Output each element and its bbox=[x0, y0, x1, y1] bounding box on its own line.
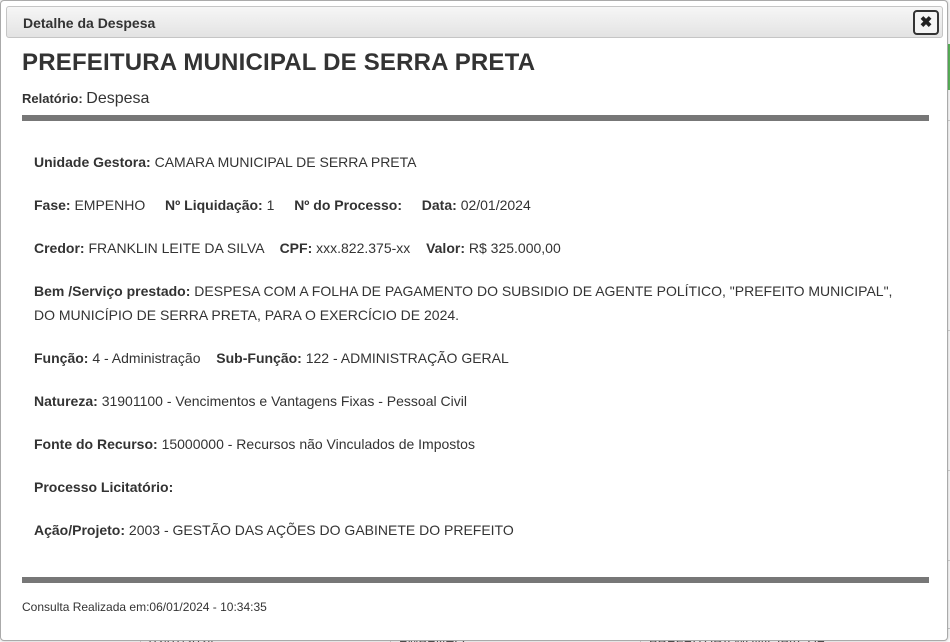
detail-processo-licitatorio bbox=[34, 475, 917, 499]
detail-natureza bbox=[34, 389, 917, 413]
funcao-label: Função: bbox=[34, 350, 89, 366]
liquidacao-label: Nº Liquidação: bbox=[165, 197, 263, 213]
data-label: Data: bbox=[421, 197, 457, 213]
fonte-recurso-value: 15000000 - Recursos não Vinculados de Impostos bbox=[161, 436, 475, 452]
unidade-gestora-value: CAMARA MUNICIPAL DE SERRA PRETA bbox=[154, 154, 417, 170]
acao-projeto-label: Ação/Projeto: bbox=[34, 522, 126, 538]
credor-label: Credor: bbox=[34, 240, 85, 256]
bem-servico-label: Bem /Serviço prestado: bbox=[34, 283, 191, 299]
org-name: PREFEITURA MUNICIPAL DE SERRA PRETA bbox=[22, 49, 536, 76]
processo-label: Nº do Processo: bbox=[294, 197, 402, 213]
detail-funcao-row bbox=[34, 346, 917, 370]
cpf-value: xxx.822.375-xx bbox=[316, 240, 411, 256]
sub-funcao-value: 122 - ADMINISTRAÇÃO GERAL bbox=[305, 350, 509, 366]
data-value: 02/01/2024 bbox=[460, 197, 531, 213]
report-line bbox=[22, 90, 929, 108]
dialog-titlebar bbox=[6, 6, 943, 38]
close-button[interactable] bbox=[913, 10, 939, 35]
dialog-title: Detalhe da Despesa bbox=[23, 15, 156, 31]
report-value: Despesa bbox=[86, 90, 150, 107]
detail-credor-row bbox=[34, 236, 917, 260]
query-timestamp: Consulta Realizada em:06/01/2024 - 10:34:35 bbox=[22, 600, 267, 614]
dialog-content bbox=[22, 49, 929, 561]
unidade-gestora-label: Unidade Gestora: bbox=[34, 154, 151, 170]
fonte-recurso-label: Fonte do Recurso: bbox=[34, 436, 158, 452]
acao-projeto-value: 2003 - GESTÃO DAS AÇÕES DO GABINETE DO PREFEITO bbox=[128, 522, 514, 538]
report-label: Relatório: bbox=[22, 91, 83, 106]
expense-details bbox=[22, 121, 929, 542]
processo-licitatorio-label: Processo Licitatório: bbox=[34, 479, 174, 495]
credor-value: FRANKLIN LEITE DA SILVA bbox=[88, 240, 264, 256]
sub-funcao-label: Sub-Função: bbox=[216, 350, 302, 366]
detail-acao-projeto bbox=[34, 518, 917, 542]
close-icon: ✖ bbox=[919, 14, 933, 31]
cpf-label: CPF: bbox=[279, 240, 313, 256]
fase-label: Fase: bbox=[34, 197, 71, 213]
detail-bem-servico bbox=[34, 279, 917, 327]
fase-value: EMPENHO bbox=[74, 197, 146, 213]
detail-unidade-gestora bbox=[34, 150, 917, 174]
natureza-value: 31901100 - Vencimentos e Vantagens Fixas - Pessoal Civil bbox=[101, 393, 467, 409]
natureza-label: Natureza: bbox=[34, 393, 98, 409]
footer-separator bbox=[22, 577, 929, 583]
detail-fonte-recurso bbox=[34, 432, 917, 456]
bem-servico-value: DESPESA COM A FOLHA DE PAGAMENTO DO SUBSIDIO DE AGENTE POLÍTICO, "PREFEITO MUNICIPAL", DO MUNICÍPIO DE SERRA PRETA, PARA O EXERCÍCIO DE 2024. bbox=[34, 283, 893, 323]
detail-fase-row bbox=[34, 193, 917, 217]
valor-value: R$ 325.000,00 bbox=[468, 240, 561, 256]
valor-label: Valor: bbox=[426, 240, 465, 256]
liquidacao-value: 1 bbox=[266, 197, 275, 213]
funcao-value: 4 - Administração bbox=[92, 350, 201, 366]
